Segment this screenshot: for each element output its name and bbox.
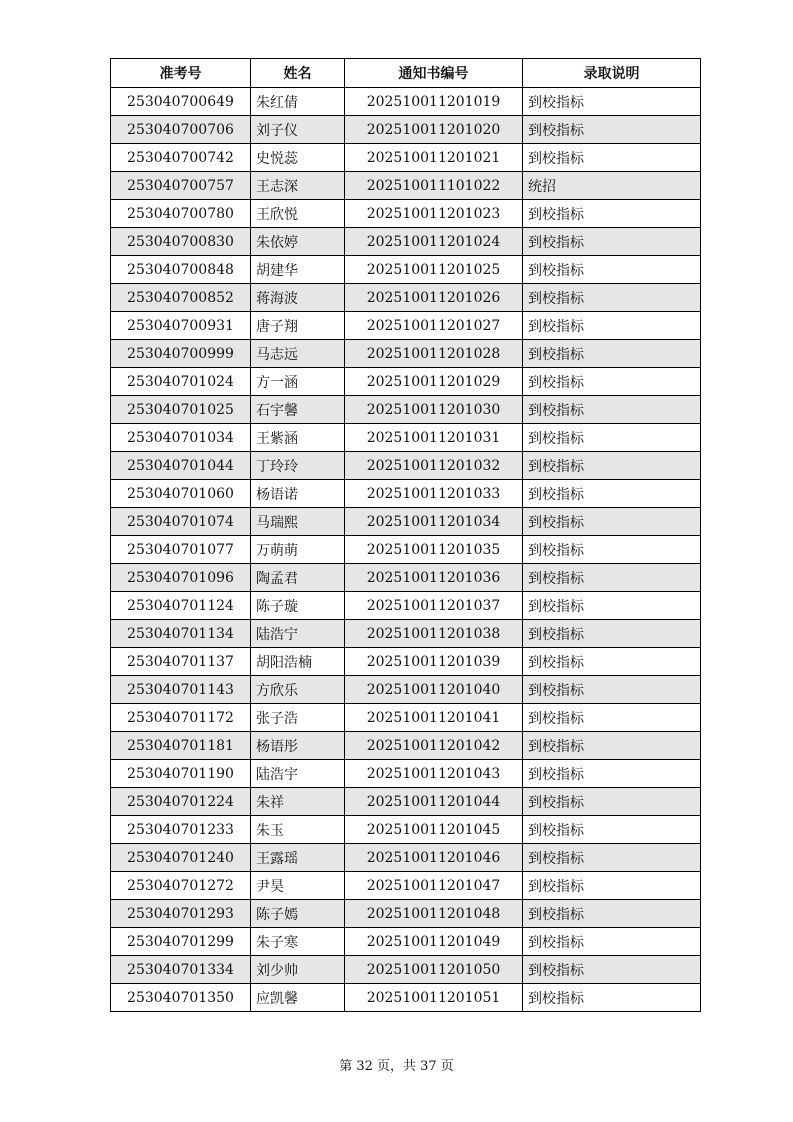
table-row: [111, 256, 701, 284]
name-cell: 杨语诺: [251, 480, 345, 508]
admission-note-cell: 到校指标: [523, 480, 701, 508]
notice-number-cell: 202510011201027: [345, 312, 523, 340]
notice-number-cell: 202510011201050: [345, 956, 523, 984]
table-row: [111, 592, 701, 620]
admission-note-cell: 到校指标: [523, 368, 701, 396]
admission-note-cell: 到校指标: [523, 536, 701, 564]
table-row: [111, 844, 701, 872]
header-admission-note: 录取说明: [523, 59, 701, 88]
table-row: [111, 928, 701, 956]
exam-number-cell: 253040701240: [111, 844, 251, 872]
admission-note-cell: 到校指标: [523, 620, 701, 648]
exam-number-cell: 253040701124: [111, 592, 251, 620]
table-row: [111, 508, 701, 536]
exam-number-cell: 253040701181: [111, 732, 251, 760]
table-row: [111, 704, 701, 732]
table-row: [111, 396, 701, 424]
notice-number-cell: 202510011201026: [345, 284, 523, 312]
name-cell: 朱祥: [251, 788, 345, 816]
name-cell: 陆浩宇: [251, 760, 345, 788]
name-cell: 胡建华: [251, 256, 345, 284]
exam-number-cell: 253040701025: [111, 396, 251, 424]
admission-note-cell: 到校指标: [523, 816, 701, 844]
notice-number-cell: 202510011201034: [345, 508, 523, 536]
admission-note-cell: 到校指标: [523, 676, 701, 704]
exam-number-cell: 253040701190: [111, 760, 251, 788]
name-cell: 朱玉: [251, 816, 345, 844]
notice-number-cell: 202510011201030: [345, 396, 523, 424]
notice-number-cell: 202510011201045: [345, 816, 523, 844]
exam-number-cell: 253040701299: [111, 928, 251, 956]
exam-number-cell: 253040701024: [111, 368, 251, 396]
exam-number-cell: 253040700757: [111, 172, 251, 200]
exam-number-cell: 253040700830: [111, 228, 251, 256]
notice-number-cell: 202510011201051: [345, 984, 523, 1012]
name-cell: 陆浩宁: [251, 620, 345, 648]
table-row: [111, 368, 701, 396]
notice-number-cell: 202510011201048: [345, 900, 523, 928]
table-row: [111, 536, 701, 564]
notice-number-cell: 202510011201042: [345, 732, 523, 760]
table-row: [111, 676, 701, 704]
admission-note-cell: 到校指标: [523, 732, 701, 760]
table-row: [111, 900, 701, 928]
table-row: [111, 284, 701, 312]
notice-number-cell: 202510011201033: [345, 480, 523, 508]
exam-number-cell: 253040701060: [111, 480, 251, 508]
exam-number-cell: 253040700742: [111, 144, 251, 172]
notice-number-cell: 202510011201038: [345, 620, 523, 648]
name-cell: 陈子嫣: [251, 900, 345, 928]
name-cell: 万萌萌: [251, 536, 345, 564]
notice-number-cell: 202510011201047: [345, 872, 523, 900]
notice-number-cell: 202510011201035: [345, 536, 523, 564]
exam-number-cell: 253040701143: [111, 676, 251, 704]
exam-number-cell: 253040701172: [111, 704, 251, 732]
admission-note-cell: 到校指标: [523, 88, 701, 116]
name-cell: 朱红倩: [251, 88, 345, 116]
table-row: [111, 788, 701, 816]
notice-number-cell: 202510011201044: [345, 788, 523, 816]
admission-note-cell: 到校指标: [523, 200, 701, 228]
exam-number-cell: 253040700852: [111, 284, 251, 312]
admission-note-cell: 到校指标: [523, 312, 701, 340]
name-cell: 马瑞熙: [251, 508, 345, 536]
admission-note-cell: 到校指标: [523, 956, 701, 984]
table-row: [111, 564, 701, 592]
exam-number-cell: 253040701334: [111, 956, 251, 984]
admission-note-cell: 到校指标: [523, 144, 701, 172]
name-cell: 刘子仪: [251, 116, 345, 144]
exam-number-cell: 253040701233: [111, 816, 251, 844]
notice-number-cell: 202510011201025: [345, 256, 523, 284]
admission-note-cell: 到校指标: [523, 592, 701, 620]
name-cell: 朱依婷: [251, 228, 345, 256]
notice-number-cell: 202510011201024: [345, 228, 523, 256]
table-row: [111, 452, 701, 480]
table-row: [111, 144, 701, 172]
name-cell: 王紫涵: [251, 424, 345, 452]
name-cell: 方一涵: [251, 368, 345, 396]
admission-note-cell: 到校指标: [523, 396, 701, 424]
table-row: [111, 816, 701, 844]
table-row: [111, 228, 701, 256]
table-row: [111, 88, 701, 116]
name-cell: 王露瑶: [251, 844, 345, 872]
admission-note-cell: 到校指标: [523, 284, 701, 312]
table-row: [111, 984, 701, 1012]
table-row: [111, 648, 701, 676]
header-exam-number: 准考号: [111, 59, 251, 88]
exam-number-cell: 253040700780: [111, 200, 251, 228]
name-cell: 陈子璇: [251, 592, 345, 620]
notice-number-cell: 202510011201036: [345, 564, 523, 592]
name-cell: 史悦蕊: [251, 144, 345, 172]
notice-number-cell: 202510011201019: [345, 88, 523, 116]
name-cell: 朱子寒: [251, 928, 345, 956]
admission-note-cell: 到校指标: [523, 452, 701, 480]
notice-number-cell: 202510011201049: [345, 928, 523, 956]
admission-note-cell: 到校指标: [523, 704, 701, 732]
notice-number-cell: 202510011201046: [345, 844, 523, 872]
admission-note-cell: 到校指标: [523, 844, 701, 872]
name-cell: 石宇馨: [251, 396, 345, 424]
name-cell: 张子浩: [251, 704, 345, 732]
notice-number-cell: 202510011101022: [345, 172, 523, 200]
table-header-row: [111, 59, 701, 88]
notice-number-cell: 202510011201023: [345, 200, 523, 228]
notice-number-cell: 202510011201043: [345, 760, 523, 788]
name-cell: 方欣乐: [251, 676, 345, 704]
name-cell: 刘少帅: [251, 956, 345, 984]
table-row: [111, 312, 701, 340]
header-name: 姓名: [251, 59, 345, 88]
exam-number-cell: 253040700848: [111, 256, 251, 284]
exam-number-cell: 253040701096: [111, 564, 251, 592]
admission-note-cell: 到校指标: [523, 564, 701, 592]
page-footer: 第 32 页，共 37 页: [339, 1059, 454, 1074]
exam-number-cell: 253040701044: [111, 452, 251, 480]
exam-number-cell: 253040700999: [111, 340, 251, 368]
admission-table: [110, 58, 701, 1012]
exam-number-cell: 253040701224: [111, 788, 251, 816]
notice-number-cell: 202510011201020: [345, 116, 523, 144]
exam-number-cell: 253040701293: [111, 900, 251, 928]
name-cell: 应凯馨: [251, 984, 345, 1012]
admission-note-cell: 到校指标: [523, 928, 701, 956]
admission-note-cell: 到校指标: [523, 788, 701, 816]
table-row: [111, 172, 701, 200]
admission-note-cell: 到校指标: [523, 872, 701, 900]
table-row: [111, 116, 701, 144]
table-row: [111, 872, 701, 900]
admission-note-cell: 到校指标: [523, 984, 701, 1012]
admission-note-cell: 到校指标: [523, 340, 701, 368]
notice-number-cell: 202510011201021: [345, 144, 523, 172]
header-notice-number: 通知书编号: [345, 59, 523, 88]
notice-number-cell: 202510011201031: [345, 424, 523, 452]
exam-number-cell: 253040700649: [111, 88, 251, 116]
exam-number-cell: 253040701077: [111, 536, 251, 564]
name-cell: 王欣悦: [251, 200, 345, 228]
name-cell: 王志深: [251, 172, 345, 200]
notice-number-cell: 202510011201040: [345, 676, 523, 704]
admission-note-cell: 到校指标: [523, 508, 701, 536]
name-cell: 陶孟君: [251, 564, 345, 592]
admission-list: [110, 58, 700, 1012]
name-cell: 丁玲玲: [251, 452, 345, 480]
notice-number-cell: 202510011201029: [345, 368, 523, 396]
name-cell: 杨语彤: [251, 732, 345, 760]
table-row: [111, 424, 701, 452]
exam-number-cell: 253040701134: [111, 620, 251, 648]
exam-number-cell: 253040701272: [111, 872, 251, 900]
admission-note-cell: 到校指标: [523, 900, 701, 928]
name-cell: 唐子翔: [251, 312, 345, 340]
name-cell: 胡阳浩楠: [251, 648, 345, 676]
admission-note-cell: 到校指标: [523, 116, 701, 144]
notice-number-cell: 202510011201041: [345, 704, 523, 732]
table-row: [111, 200, 701, 228]
admission-note-cell: 到校指标: [523, 228, 701, 256]
admission-note-cell: 统招: [523, 172, 701, 200]
name-cell: 蒋海波: [251, 284, 345, 312]
exam-number-cell: 253040701034: [111, 424, 251, 452]
admission-note-cell: 到校指标: [523, 424, 701, 452]
exam-number-cell: 253040701137: [111, 648, 251, 676]
admission-note-cell: 到校指标: [523, 256, 701, 284]
table-row: [111, 956, 701, 984]
name-cell: 尹昊: [251, 872, 345, 900]
table-row: [111, 620, 701, 648]
exam-number-cell: 253040701350: [111, 984, 251, 1012]
exam-number-cell: 253040700706: [111, 116, 251, 144]
table-row: [111, 732, 701, 760]
notice-number-cell: 202510011201032: [345, 452, 523, 480]
notice-number-cell: 202510011201037: [345, 592, 523, 620]
admission-note-cell: 到校指标: [523, 648, 701, 676]
exam-number-cell: 253040700931: [111, 312, 251, 340]
table-row: [111, 340, 701, 368]
exam-number-cell: 253040701074: [111, 508, 251, 536]
name-cell: 马志远: [251, 340, 345, 368]
table-row: [111, 760, 701, 788]
table-row: [111, 480, 701, 508]
admission-note-cell: 到校指标: [523, 760, 701, 788]
notice-number-cell: 202510011201039: [345, 648, 523, 676]
notice-number-cell: 202510011201028: [345, 340, 523, 368]
